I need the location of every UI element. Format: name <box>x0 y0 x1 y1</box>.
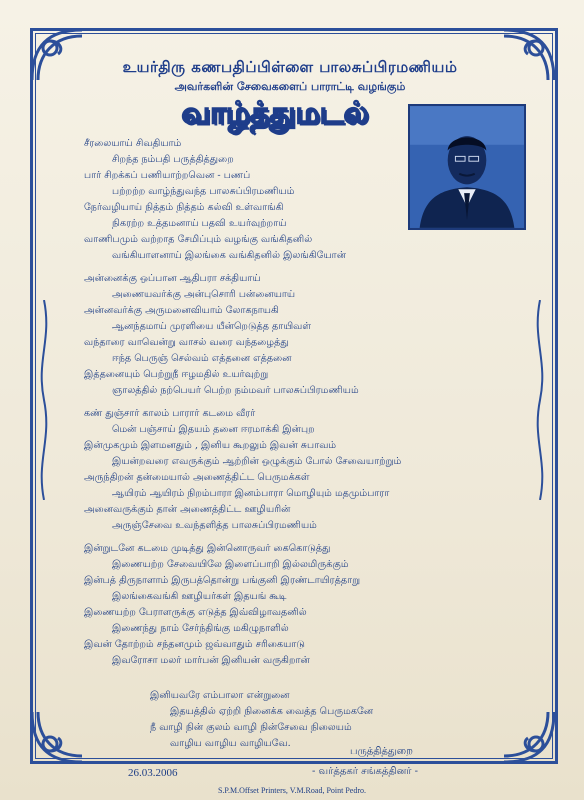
printer-credit: S.P.M.Offset Printers, V.M.Road, Point Pedro. <box>217 786 367 795</box>
side-flourish-left-icon <box>34 300 54 500</box>
poem-line: இன்றுடனே கடமை முடித்து இன்னொருவர் கைகொடுத்து <box>84 543 331 554</box>
honoree-portrait <box>408 104 526 230</box>
poem-line: நிகரற்ற உத்தமனாய் பதவி உயர்வுற்றாய் <box>112 218 287 229</box>
poem-line: இயன்றவரை எவருக்கும் ஆற்றின் ஒழுக்கும் போல் சேவையாற்றும் <box>112 456 402 467</box>
poem-line: அருஞ்சேவை உவந்தளித்த பாலசுப்பிரமணியம் <box>112 520 317 531</box>
poem-line: இன்முகமும் இளமனதும் , இனிய கூறலும் இவன் சுபாவம் <box>84 440 337 451</box>
poem-line: இணையற்ற சேவையிலே இளைப்பாறி இல்லமிருக்கும் <box>112 559 349 570</box>
closing-line: இனியவரே எம்பாலா என்றுனை <box>150 690 290 701</box>
poem-line: அன்னவர்க்கு அருமனைவியாம் லோகநாயகி <box>84 305 279 316</box>
poem-line: அன்னைக்கு ஒப்பான ஆதிபரா சக்தியாய் <box>84 273 261 284</box>
poem-line: இன்பத் திருநாளாம் இருபத்தொன்று பங்குனி இரண்டாயிரத்தாறு <box>84 575 361 586</box>
poem-line: கண் துஞ்சார் காலம் பாரார் கடமை வீரர் <box>84 408 256 419</box>
page-title: வாழ்த்துமடல் <box>181 96 369 131</box>
stanza-1 <box>84 136 424 264</box>
poem-line: அருந்திறன் தன்மையால் அணைத்திட்ட பெருமக்கள் <box>84 472 310 483</box>
poem-line: இணைந்து நாம் சேர்ந்திங்கு மகிழுநாளில் <box>112 623 289 634</box>
side-flourish-right-icon <box>530 300 550 500</box>
poem-line: நேர்வழியாய் நித்தம் நித்தம் கல்வி உள்வாங்கி <box>84 202 284 213</box>
poem-body <box>84 136 424 676</box>
corner-ornament-icon <box>28 26 86 84</box>
poem-line: இத்தனையும் பெற்றுநீ ஈழமதில் உயர்வுற்று <box>84 369 269 380</box>
poem-line: பார் சிறக்கப் பணியாற்றவென - பணப் <box>84 170 251 181</box>
stanza-2 <box>84 271 424 399</box>
poem-line: இலங்கைவங்கி ஊழியர்கள் இதயங் கூடி <box>112 591 287 602</box>
poem-line: இவன் தோற்றம் சந்தனமும் ஜவ்வாதும் சரிகையாடு <box>84 639 305 650</box>
closing-line: வாழிய வாழிய வாழியவே. <box>170 738 291 749</box>
poem-line: ஆனந்தமாய் முரளியை யீன்றெடுத்த தாயிவள் <box>112 321 312 332</box>
corner-ornament-icon <box>28 708 86 766</box>
signature-place: பருத்தித்துறை <box>350 746 413 757</box>
poem-line: ஆயிரம் ஆயிரம் நிறம்பாரா இனம்பாரா மொழியும் மதமும்பாரா <box>112 488 390 499</box>
poem-line: வந்தாரை வாவென்று வாசல் வரை வந்தழைத்து <box>84 337 289 348</box>
closing-line: நீ வாழி நின் குலம் வாழி நின்சேவை நிலையம் <box>150 722 352 733</box>
poem-line: வாணிபமும் வற்றாத சேமிப்பும் வழங்கு வங்கிதனில் <box>84 234 313 245</box>
poem-line: இவரோசா மலர் மார்பன் இனியன் வருகிறான் <box>112 655 310 666</box>
corner-ornament-icon <box>500 708 558 766</box>
poem-line: ஞாலத்தில் நற்பெயர் பெற்ற நம்மவர் பாலசுப்பிரமணியம் <box>112 385 359 396</box>
poem-line: வங்கியாளனாய் இலங்கை வங்கிதனில் இலங்கியோன் <box>112 250 346 261</box>
closing-blessing <box>150 688 490 752</box>
honoree-name-heading: உயர்திரு கணபதிப்பிள்ளை பாலசுப்பிரமணியம் <box>122 58 458 76</box>
poem-line: பற்றற்ற வாழ்ந்துவந்த பாலசுப்பிரமணியம் <box>112 186 295 197</box>
document-date: 26.03.2006 <box>128 767 178 779</box>
poem-line: அணையவர்க்கு அன்புசொரி பன்னையாய் <box>112 289 296 300</box>
stanza-4 <box>84 541 424 669</box>
poem-line: இணையற்ற பேராளருக்கு எடுத்த இவ்விழாவதனில் <box>84 607 307 618</box>
poem-line: ஈந்த பெருஞ் செல்வம் எத்தனை எத்தனை <box>112 353 292 364</box>
stanza-3 <box>84 406 424 534</box>
poem-line: சிறந்த நம்பதி பருத்தித்துறை <box>112 154 234 165</box>
corner-ornament-icon <box>500 26 558 84</box>
portrait-illustration-icon <box>410 106 524 228</box>
closing-line: இதயத்தில் ஏற்றி நினைக்க வைத்த பெருமகனே <box>170 706 374 717</box>
signatory: - வர்த்தகர் சங்கத்தினர் - <box>312 766 419 777</box>
subheading: அவர்களின் சேவைகளைப் பாராட்டி வழங்கும் <box>174 80 406 93</box>
poem-line: சீரலையாய் சிவதியாம் <box>84 138 182 149</box>
poem-line: அனைவருக்கும் தான் அணைத்திட்ட ஊழியரின் <box>84 504 291 515</box>
poem-line: மென் பஞ்சாய் இதயம் தனை ஈரமாக்கி இன்புற <box>112 424 315 435</box>
